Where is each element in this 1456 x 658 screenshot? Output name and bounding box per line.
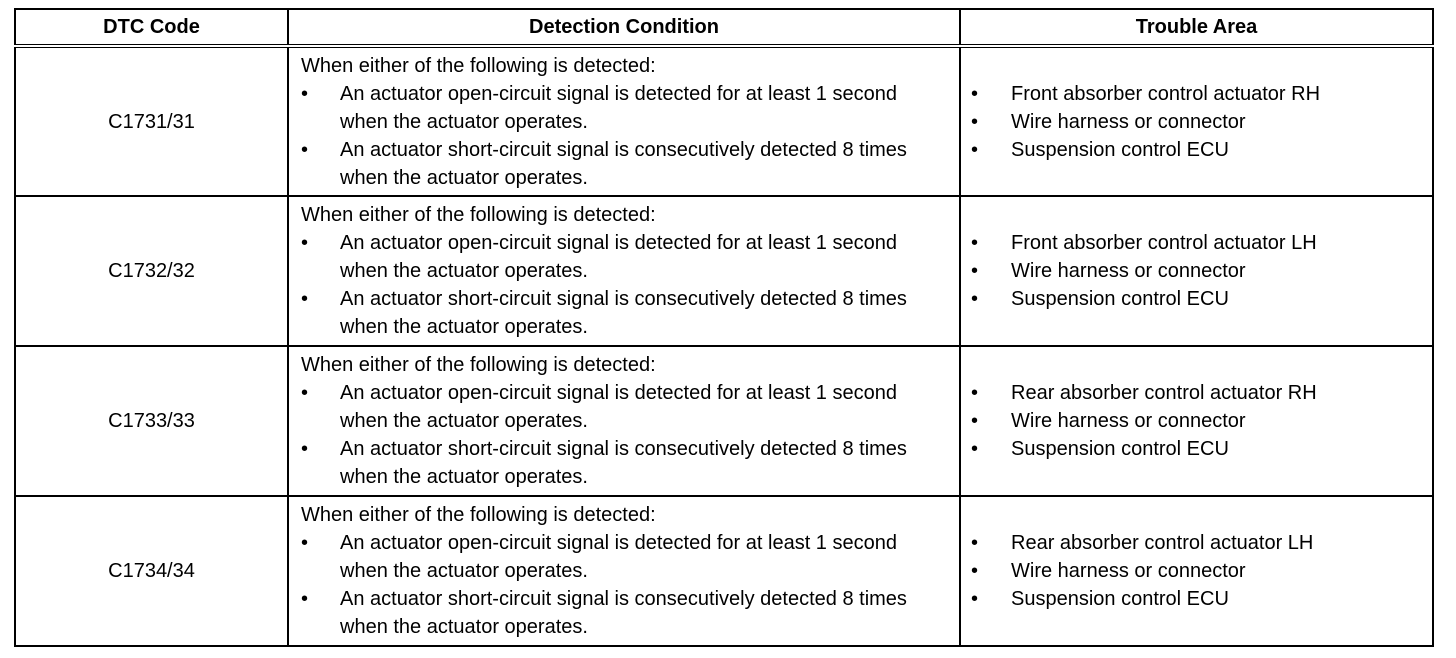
condition-text: An actuator open-circuit signal is detected for at least 1 second when the actuator operates. <box>340 82 897 133</box>
condition-list <box>301 529 959 641</box>
table-row <box>15 346 1433 496</box>
trouble-area-text: Wire harness or connector <box>1011 260 1246 282</box>
trouble-area-list <box>971 80 1432 164</box>
bullet-icon: • <box>971 438 979 460</box>
condition-item <box>301 379 930 435</box>
bullet-icon: • <box>971 382 979 404</box>
condition-text: An actuator short-circuit signal is consecutively detected 8 times when the actuator operates. <box>340 138 907 189</box>
trouble-area-text: Suspension control ECU <box>1011 588 1229 610</box>
dtc-code-cell: C1732/32 <box>15 196 288 346</box>
bullet-icon: • <box>301 438 309 460</box>
trouble-area-item <box>971 585 1432 613</box>
condition-list <box>301 379 959 491</box>
dtc-code-cell: C1731/31 <box>15 46 288 196</box>
bullet-icon: • <box>971 532 979 554</box>
bullet-icon: • <box>971 410 979 432</box>
bullet-icon: • <box>971 82 979 105</box>
condition-intro: When either of the following is detected: <box>301 354 656 376</box>
bullet-icon: • <box>971 138 979 161</box>
trouble-area-cell <box>960 496 1433 646</box>
table-header <box>15 9 1433 46</box>
condition-item <box>301 80 930 136</box>
trouble-area-list <box>971 529 1432 613</box>
condition-intro: When either of the following is detected: <box>301 54 656 77</box>
trouble-area-text: Rear absorber control actuator LH <box>1011 532 1314 554</box>
condition-list <box>301 229 959 341</box>
trouble-area-item <box>971 257 1432 285</box>
condition-text: An actuator open-circuit signal is detected for at least 1 second when the actuator operates. <box>340 532 897 582</box>
condition-item <box>301 585 930 641</box>
condition-item <box>301 529 930 585</box>
trouble-area-text: Wire harness or connector <box>1011 110 1246 133</box>
condition-item <box>301 285 930 341</box>
trouble-area-text: Front absorber control actuator LH <box>1011 232 1317 254</box>
bullet-icon: • <box>301 382 309 404</box>
bullet-icon: • <box>971 560 979 582</box>
trouble-area-item <box>971 407 1432 435</box>
condition-intro: When either of the following is detected: <box>301 204 656 226</box>
detection-condition-cell <box>288 496 960 646</box>
table-row <box>15 46 1433 196</box>
trouble-area-cell <box>960 346 1433 496</box>
trouble-area-item <box>971 557 1432 585</box>
trouble-area-text: Suspension control ECU <box>1011 438 1229 460</box>
trouble-area-item <box>971 108 1432 136</box>
bullet-icon: • <box>971 588 979 610</box>
condition-text: An actuator short-circuit signal is consecutively detected 8 times when the actuator operates. <box>340 438 907 488</box>
condition-item <box>301 435 930 491</box>
detection-condition-cell <box>288 46 960 196</box>
trouble-area-cell <box>960 196 1433 346</box>
trouble-area-text: Wire harness or connector <box>1011 410 1246 432</box>
condition-text: An actuator short-circuit signal is consecutively detected 8 times when the actuator operates. <box>340 588 907 638</box>
table-body <box>15 46 1433 646</box>
bullet-icon: • <box>971 232 979 254</box>
dtc-table <box>14 8 1434 647</box>
detection-condition-cell <box>288 346 960 496</box>
bullet-icon: • <box>301 138 309 161</box>
trouble-area-text: Suspension control ECU <box>1011 138 1229 161</box>
trouble-area-text: Suspension control ECU <box>1011 288 1229 310</box>
bullet-icon: • <box>971 260 979 282</box>
trouble-area-item <box>971 285 1432 313</box>
condition-intro: When either of the following is detected: <box>301 504 656 526</box>
condition-text: An actuator open-circuit signal is detected for at least 1 second when the actuator operates. <box>340 232 897 282</box>
condition-list <box>301 80 959 192</box>
trouble-area-item <box>971 435 1432 463</box>
condition-item <box>301 136 930 192</box>
trouble-area-list <box>971 379 1432 463</box>
table-row <box>15 496 1433 646</box>
trouble-area-item <box>971 529 1432 557</box>
trouble-area-cell <box>960 46 1433 196</box>
trouble-area-text: Rear absorber control actuator RH <box>1011 382 1317 404</box>
trouble-area-text: Front absorber control actuator RH <box>1011 82 1321 105</box>
header-detection-condition: Detection Condition <box>288 9 960 46</box>
condition-text: An actuator short-circuit signal is consecutively detected 8 times when the actuator operates. <box>340 288 907 338</box>
trouble-area-text: Wire harness or connector <box>1011 560 1246 582</box>
dtc-code-cell: C1734/34 <box>15 496 288 646</box>
bullet-icon: • <box>301 288 309 310</box>
condition-text: An actuator open-circuit signal is detected for at least 1 second when the actuator operates. <box>340 382 897 432</box>
trouble-area-list <box>971 229 1432 313</box>
detection-condition-cell <box>288 196 960 346</box>
bullet-icon: • <box>301 532 309 554</box>
trouble-area-item <box>971 80 1432 108</box>
bullet-icon: • <box>301 588 309 610</box>
bullet-icon: • <box>971 110 979 133</box>
bullet-icon: • <box>301 82 309 105</box>
table-row <box>15 196 1433 346</box>
header-row <box>15 9 1433 46</box>
condition-item <box>301 229 930 285</box>
bullet-icon: • <box>971 288 979 310</box>
header-dtc-code: DTC Code <box>15 9 288 46</box>
bullet-icon: • <box>301 232 309 254</box>
dtc-code-cell: C1733/33 <box>15 346 288 496</box>
trouble-area-item <box>971 136 1432 164</box>
header-trouble-area: Trouble Area <box>960 9 1433 46</box>
trouble-area-item <box>971 379 1432 407</box>
trouble-area-item <box>971 229 1432 257</box>
